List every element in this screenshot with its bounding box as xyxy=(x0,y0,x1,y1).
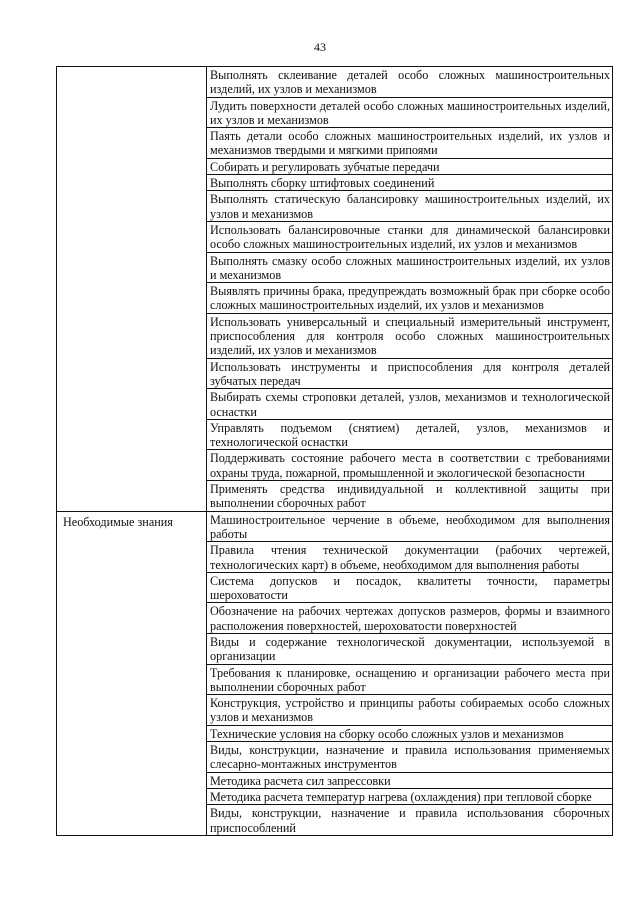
table-cell-item: Технические условия на сборку особо сложных узлов и механизмов xyxy=(207,725,613,741)
table-cell-item: Виды, конструкции, назначение и правила использования применяемых слесарно-монтажных инструментов xyxy=(207,742,613,773)
table-cell-item: Машиностроительное черчение в объеме, необходимом для выполнения работы xyxy=(207,511,613,542)
table-cell-item: Использовать балансировочные станки для динамической балансировки особо сложных машиностроительных изделий, их узлов и механизмов xyxy=(207,221,613,252)
table-cell-item: Виды, конструкции, назначение и правила использования сборочных приспособлений xyxy=(207,805,613,836)
table-cell-item: Методика расчета сил запрессовки xyxy=(207,772,613,788)
table-cell-item: Выполнять склеивание деталей особо сложных машиностроительных изделий, их узлов и механизмов xyxy=(207,67,613,98)
table-cell-item: Лудить поверхности деталей особо сложных машиностроительных изделий, их узлов и механизмов xyxy=(207,97,613,128)
table-row xyxy=(57,67,613,98)
table-cell-item: Требования к планировке, оснащению и организации рабочего места при выполнении сборочных работ xyxy=(207,664,613,695)
table-cell-item: Управлять подъемом (снятием) деталей, узлов, механизмов и технологической оснастки xyxy=(207,419,613,450)
table-cell-item: Выбирать схемы строповки деталей, узлов, механизмов и технологической оснастки xyxy=(207,389,613,420)
table-cell-item: Методика расчета температур нагрева (охлаждения) при тепловой сборке xyxy=(207,788,613,804)
table-cell-item: Конструкция, устройство и принципы работы собираемых особо сложных узлов и механизмов xyxy=(207,695,613,726)
table-cell-item: Применять средства индивидуальной и коллективной защиты при выполнении сборочных работ xyxy=(207,481,613,512)
skills-table-body xyxy=(57,67,613,836)
table-cell-item: Выполнять статическую балансировку машиностроительных изделий, их узлов и механизмов xyxy=(207,191,613,222)
table-cell-item: Выявлять причины брака, предупреждать возможный брак при сборке особо сложных машиностроительных изделий, их узлов и механизмов xyxy=(207,283,613,314)
table-cell-item: Собирать и регулировать зубчатые передачи xyxy=(207,158,613,174)
table-cell-item: Виды и содержание технологической документации, используемой в организации xyxy=(207,633,613,664)
table-cell-item: Правила чтения технической документации (рабочих чертежей, технологических карт) в объеме, необходимом для выполнения работы xyxy=(207,542,613,573)
table-cell-item: Обозначение на рабочих чертежах допусков размеров, формы и взаимного расположения поверхностей, шероховатости поверхностей xyxy=(207,603,613,634)
table-cell-item: Поддерживать состояние рабочего места в соответствии с требованиями охраны труда, пожарной, промышленной и экологической безопасности xyxy=(207,450,613,481)
skills-table xyxy=(56,66,613,836)
section-label-knowledge: Необходимые знания xyxy=(57,511,207,835)
page-number: 43 xyxy=(314,40,326,54)
table-cell-item: Использовать инструменты и приспособления для контроля деталей зубчатых передач xyxy=(207,358,613,389)
table-row xyxy=(57,511,613,542)
table-cell-item: Паять детали особо сложных машиностроительных изделий, их узлов и механизмов твердыми и мягкими припоями xyxy=(207,128,613,159)
section-label-skills xyxy=(57,67,207,512)
table-cell-item: Использовать универсальный и специальный измерительный инструмент, приспособления для контроля особо сложных машиностроительных изделий, их узлов и механизмов xyxy=(207,313,613,358)
table-cell-item: Выполнять сборку штифтовых соединений xyxy=(207,175,613,191)
table-cell-item: Выполнять смазку особо сложных машиностроительных изделий, их узлов и механизмов xyxy=(207,252,613,283)
table-cell-item: Система допусков и посадок, квалитеты точности, параметры шероховатости xyxy=(207,572,613,603)
